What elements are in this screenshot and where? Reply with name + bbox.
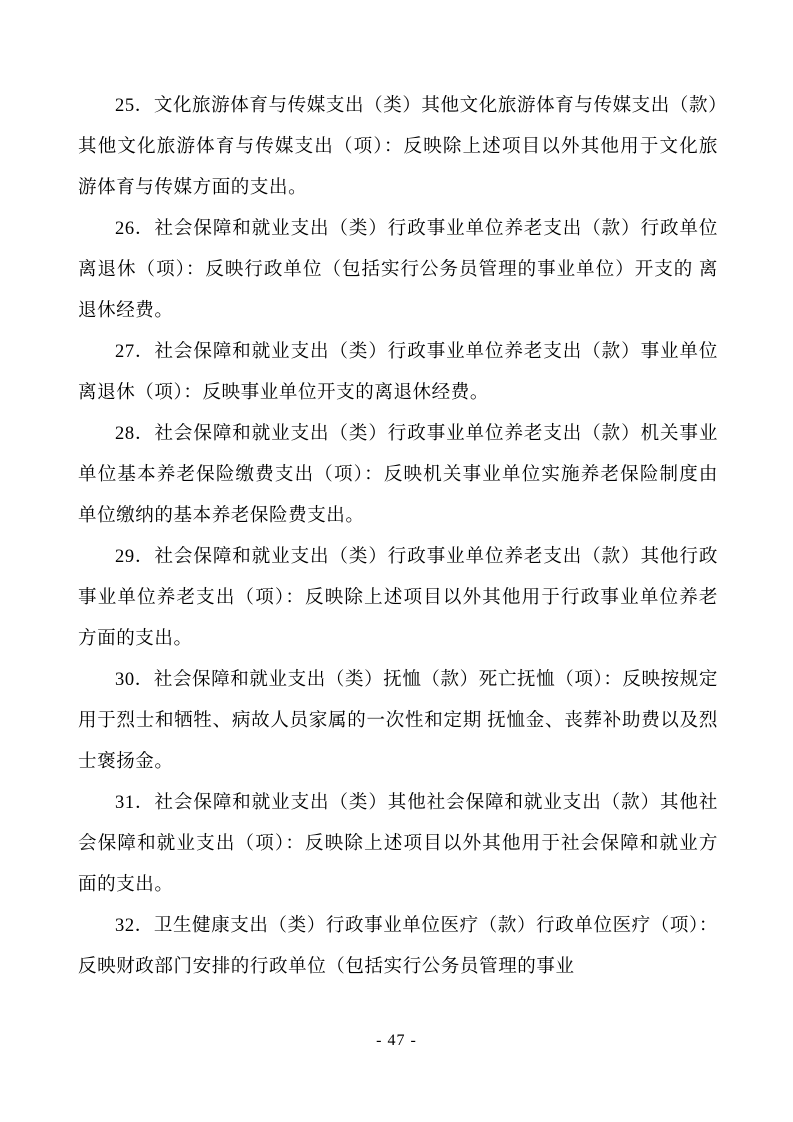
paragraph-27: 27．社会保障和就业支出（类）行政事业单位养老支出（款）事业单位离退休（项）：反映事业单位开支的离退休经费。 xyxy=(78,342,718,403)
paragraph-28: 28．社会保障和就业支出（类）行政事业单位养老支出（款）机关事业单位基本养老保险缴费支出（项）：反映机关事业单位实施养老保险制度由单位缴纳的基本养老保险费支出。 xyxy=(78,424,718,526)
paragraph-29: 29．社会保障和就业支出（类）行政事业单位养老支出（款）其他行政事业单位养老支出（项）：反映除上述项目以外其他用于行政事业单位养老方面的支出。 xyxy=(78,547,718,649)
paragraph-25: 25．文化旅游体育与传媒支出（类）其他文化旅游体育与传媒支出（款）其他文化旅游体育与传媒支出（项）：反映除上述项目以外其他用于文化旅游体育与传媒方面的支出。 xyxy=(78,96,718,198)
paragraph-30: 30．社会保障和就业支出（类）抚恤（款）死亡抚恤（项）：反映按规定用于烈士和牺牲、病故人员家属的一次性和定期 抚恤金、丧葬补助费以及烈士褒扬金。 xyxy=(78,670,718,772)
paragraph-32: 32．卫生健康支出（类）行政事业单位医疗（款）行政单位医疗（项）：反映财政部门安排的行政单位（包括实行公务员管理的事业 xyxy=(78,916,718,977)
page-number: - 47 - xyxy=(376,1032,417,1049)
document-body xyxy=(78,86,718,988)
paragraph-26: 26．社会保障和就业支出（类）行政事业单位养老支出（款）行政单位离退休（项）：反映行政单位（包括实行公务员管理的事业单位）开支的 离退休经费。 xyxy=(78,219,718,321)
paragraph-31: 31．社会保障和就业支出（类）其他社会保障和就业支出（款）其他社会保障和就业支出（项）：反映除上述项目以外其他用于社会保障和就业方面的支出。 xyxy=(78,793,718,895)
